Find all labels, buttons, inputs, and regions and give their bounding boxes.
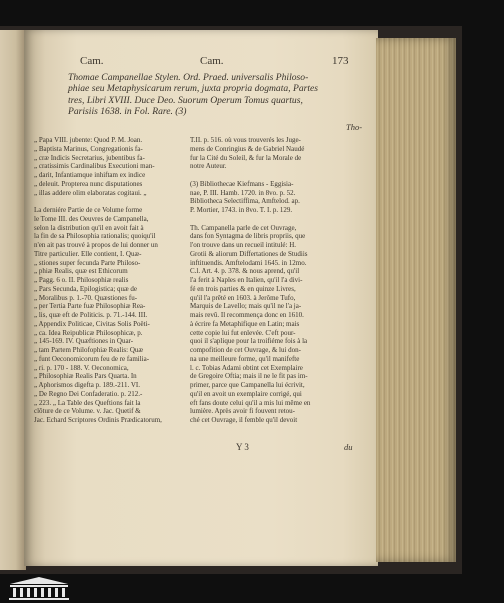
text-line: qu'il en avoit un exemplaire corrigé, qui [190, 389, 302, 398]
text-line: compofition de cet Ouvrage, & lui don- [190, 346, 301, 354]
text-line [34, 197, 184, 206]
text-line: „ lis, quæ eft de Politicis. p. 71.-144. III. [34, 311, 148, 319]
text-line: C.l. Art. 4. p. 378. & nous aprend, qu'il [190, 267, 300, 276]
text-line: l'on trouve dans un recueil intitulé: H. [190, 241, 297, 249]
text-line: de Gregoire Oftia; mais il ne le fit pas im- [190, 372, 308, 381]
text-line: ché cet Ouvrage, il femble qu'il devoit [190, 416, 298, 424]
text-line: Marquis de Lavello; mais qu'il ne l'a ja- [190, 302, 302, 311]
library-logo-icon [6, 576, 72, 602]
text-line: Jac. Echard Scriptores Ordinis Prædicatorum, [34, 416, 162, 424]
text-line: lumière. Après avoir fi fouvent retou- [190, 407, 295, 416]
signature-mark: Y 3 [236, 442, 249, 452]
text-line: „ stiones super fecunda Parte Philoso- [34, 258, 141, 267]
text-line: „ Pars Secunda, Epilogistica; quæ de [34, 284, 138, 293]
entry-title-line: Thomae Campanellae Stylen. Ord. Praed. universalis Philoso- [68, 72, 309, 83]
text-line: „ Baptista Marinus, Congregationis fa- [34, 144, 143, 153]
text-line: „ illas addere olim elaboratas cogitaui. „ [34, 188, 147, 197]
text-line: Bibliotheca Selectiffima, Amftelod. ap. [190, 197, 300, 206]
running-header-center: Cam. [200, 55, 224, 67]
text-line: T.II. p. 516. où vous trouverés les Juge- [190, 136, 301, 144]
text-line: Titre particulier. Elle contient, I. Quæ- [34, 249, 142, 258]
text-line: na une meilleure forme, qu'il manifefte [190, 354, 300, 363]
text-line: „ deleuit. Propterea nunc disputationes [34, 179, 143, 188]
text-line: Th. Campanella parle de cet Ouvrage, [190, 223, 297, 232]
entry-title-line: tres, Libri XVIII. Duce Deo. Suorum Operum Tomus quartus, [68, 94, 303, 106]
text-line: l. c. Tobias Adami obtint cet Exemplaire [190, 363, 303, 372]
text-line: „ cræ Indicis Secretarius, jubentibus fa- [34, 153, 145, 162]
left-text-column [34, 136, 184, 425]
text-line: (3) Bibliothecae Kiefmans - Eggisia- [190, 179, 294, 188]
text-line: „ phiæ Realis, quæ est Ethicorum [34, 267, 128, 276]
text-line [190, 215, 370, 224]
catchword-top: Tho- [346, 122, 363, 132]
text-line: mens de Conringius & de Gabriel Naudé [190, 144, 305, 153]
text-line: „ tam Partem Philofophiæ Realis: Quæ [34, 346, 144, 354]
right-text-column [190, 136, 370, 425]
text-line: quoi il s'aplique pour la troifiéme fois à la [190, 337, 308, 346]
text-line: à écrire fa Metaphifique en Latin; mais [190, 319, 300, 328]
text-line: mais revû. Il recommença donc en 1610. [190, 311, 304, 319]
entry-title [68, 72, 368, 118]
text-line: „ Pagg. 6 o. II. Philosophiæ realis [34, 276, 129, 284]
book-page [24, 30, 378, 566]
viewer-bottom-bar [0, 574, 504, 603]
text-line: notre Auteur. [190, 162, 227, 171]
text-line: qu'il l'a prêté en 1603. à Jerôme Tufo, [190, 293, 296, 302]
text-line: „ darit, Infantiamque inhiftam ex indice [34, 171, 146, 179]
text-line: la fin de sa Philosophia rationalis; quoiqu'il [34, 232, 156, 241]
text-line: „ 223. „ La Table des Queftions fait la [34, 398, 141, 407]
text-line: dans fon Syntagma de libris propriis, que [190, 232, 306, 241]
entry-title-line: Parisiis 1638. in Fol. Rare. (3) [68, 106, 187, 118]
text-line: La derniére Partie de ce Volume forme [34, 206, 143, 214]
text-line: „ De Regno Dei Confaderatio. p. 212.- [34, 389, 143, 398]
text-line: „ Aphorismos digefta p. 189.-211. VI. [34, 381, 140, 389]
text-line [190, 171, 370, 180]
page-block-fore-edge [376, 38, 456, 562]
text-line: selon la distribution qu'il en avoit fait à [34, 223, 144, 232]
text-line: fé en trois parties & en quinze Livres, [190, 284, 296, 293]
text-line: „ 145-169. IV. Quæftiones in Quar- [34, 337, 134, 346]
text-line: cette copie lui fut enlevée. C'eft pour- [190, 328, 296, 337]
running-header-left: Cam. [80, 55, 104, 67]
catchword-bottom: du [344, 442, 353, 452]
text-line: „ Moralibus p. 1.-70. Quæstiones fu- [34, 293, 138, 302]
text-line: nae, P. III. Hamb. 1720. in 8vo. p. 52. [190, 188, 296, 197]
entry-title-line: phiae seu Metaphysicarum rerum, juxta propria dogmata, Partes [68, 83, 319, 95]
page-number: 173 [332, 55, 349, 67]
text-line: „ Philosophiæ Realis Pars Quarta. In [34, 372, 137, 381]
text-line: Grotii & aliorum Differtationes de Studiis [190, 249, 308, 258]
text-line: primer, parce que Campanella lui écrivit, [190, 381, 305, 389]
text-line: „ ca. Idea Reipublicæ Philosophicæ, p. [34, 328, 143, 337]
text-line: P. Mortier, 1743. in 8vo. T. I. p. 129. [190, 206, 293, 214]
text-line: le Tome III. des Oeuvres de Campanella, [34, 214, 149, 223]
text-line: n'en ait pas trouvé à propos de lui donner un [34, 241, 158, 249]
text-line: l'a ferit à Naples en Italien, qu'il l'a divi- [190, 276, 303, 284]
text-line: fur la Cité du Soleil, & fur la Morale de [190, 153, 302, 162]
text-line: „ cratissimis Cardinalibus Executioni man- [34, 162, 155, 171]
text-line: „ funt Oeconomicorum feu de re familia- [34, 354, 150, 363]
text-line: eft fans doute celui qu'il a mis lui même en [190, 398, 311, 407]
text-line: „ Papa VIII. jubente: Quod P. M. Joan. [34, 136, 143, 144]
text-line: „ ri. p. 170 - 188. V. Oeconomica, [34, 363, 129, 372]
text-line: inftituendis. Amftelodami 1645. in 12mo. [190, 258, 307, 267]
left-page-edge [0, 30, 26, 570]
text-line: „ per Tertia Parte fuæ Philosophiæ Rea- [34, 302, 146, 311]
text-line: clôture de ce Volume. v. Jac. Quetif & [34, 407, 141, 416]
text-line: „ Appendix Politicae, Civitas Solis Poëti- [34, 319, 150, 328]
